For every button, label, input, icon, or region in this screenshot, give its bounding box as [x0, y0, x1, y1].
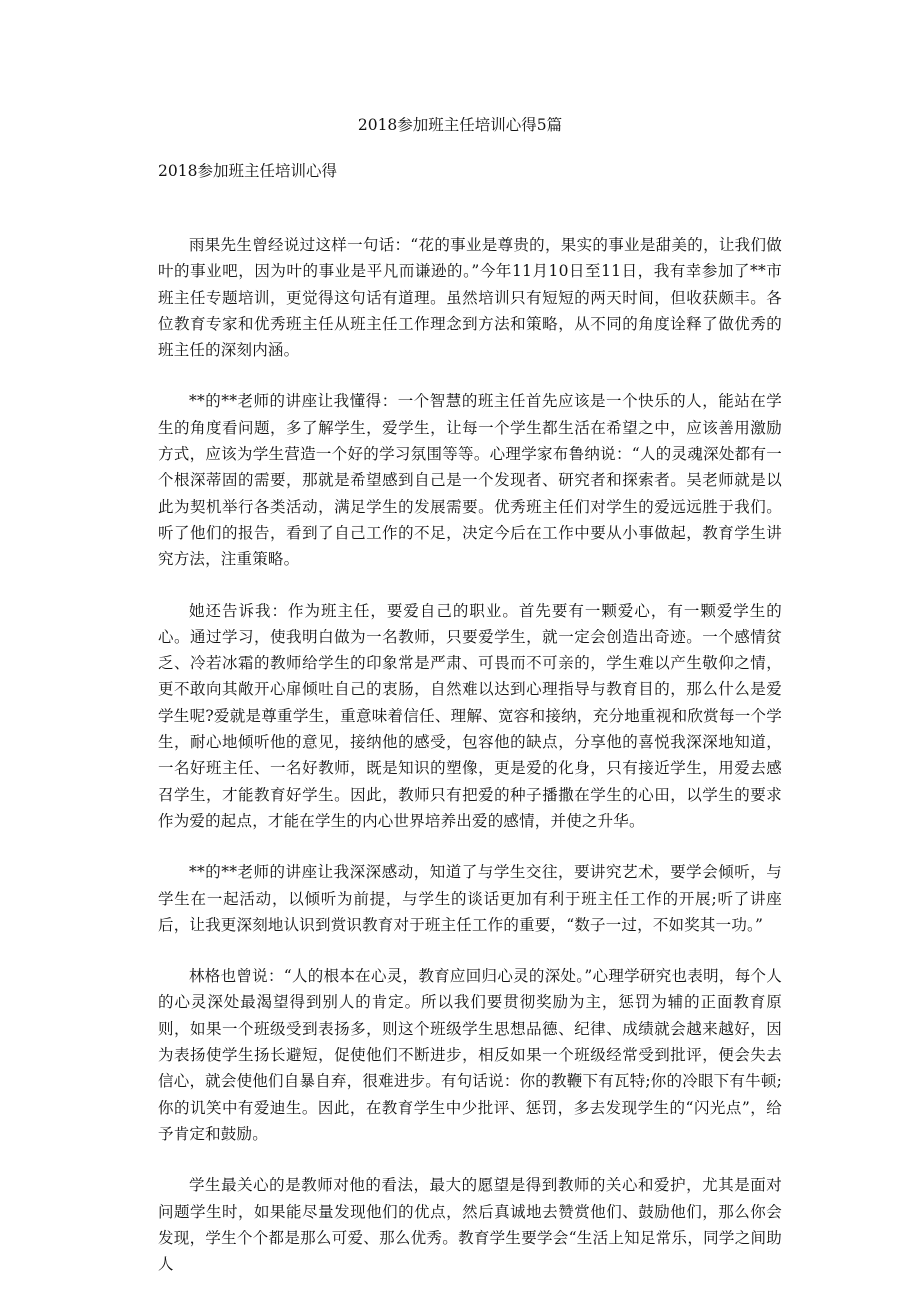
- paragraph-3: 她还告诉我：作为班主任，要爱自己的职业。首先要有一颗爱心，有一颗爱学生的心。通过学习，使我明白做为一名教师，只要爱学生，就一定会创造出奇迹。一个感情贫乏、冷若冰霜的教师给学生的印象常是严肃、可畏而不可亲的，学生难以产生敬仰之情，更不敢向其敞开心扉倾吐自己的衷肠，自然难以达到心理指导与教育目的，那么什么是爱学生呢?爱就是尊重学生，重意味着信任、理解、宽容和接纳，充分地重视和欣赏每一个学生，耐心地倾听他的意见，接纳他的感受，包容他的缺点，分享他的喜悦我深深地知道，一名好班主任、一名好教师，既是知识的塑像，更是爱的化身，只有接近学生，用爱去感召学生，才能教育好学生。因此，教师只有把爱的种子播撒在学生的心田，以学生的要求作为爱的起点，才能在学生的内心世界培养出爱的感情，并使之升华。: [158, 601, 782, 830]
- document-subtitle: 2018参加班主任培训心得: [158, 162, 337, 180]
- paragraph-1: 雨果先生曾经说过这样一句话：“花的事业是尊贵的，果实的事业是甜美的，让我们做叶的事业吧，因为叶的事业是平凡而谦逊的。”今年11月10日至11日，我有幸参加了**市班主任专题培训，更觉得这句话有道理。虽然培训只有短短的两天时间，但收获颇丰。各位教育专家和优秀班主任从班主任工作理念到方法和策略，从不同的角度诠释了做优秀的班主任的深刻内涵。: [158, 236, 782, 360]
- paragraph-5: 林格也曾说：“人的根本在心灵，教育应回归心灵的深处。”心理学研究也表明，每个人的心灵深处最渴望得到别人的肯定。所以我们要贯彻奖励为主，惩罚为辅的正面教育原则，如果一个班级受到表扬多，则这个班级学生思想品德、纪律、成绩就会越来越好，因为表扬使学生扬长避短，促使他们不断进步，相反如果一个班级经常受到批评，便会失去信心，就会使他们自暴自弃，很难进步。有句话说：你的教鞭下有瓦特;你的冷眼下有牛顿;你的讥笑中有爱迪生。因此，在教育学生中少批评、惩罚，多去发现学生的“闪光点”，给予肯定和鼓励。: [158, 967, 782, 1143]
- paragraph-6: 学生最关心的是教师对他的看法，最大的愿望是得到教师的关心和爱护，尤其是面对问题学生时，如果能尽量发现他们的优点，然后真诚地去赞赏他们、鼓励他们，那么你会发现，学生个个都是那么可爱、那么优秀。教育学生要学会“生活上知足常乐，同学之间助人: [158, 1176, 782, 1274]
- document-title: 2018参加班主任培训心得5篇: [357, 116, 563, 134]
- document-body: [158, 232, 782, 1302]
- paragraph-4: **的**老师的讲座让我深深感动，知道了与学生交往，要讲究艺术，要学会倾听，与学生在一起活动，以倾听为前提，与学生的谈话更加有利于班主任工作的开展;听了讲座后，让我更深刻地认识到赏识教育对于班主任工作的重要，“数子一过，不如奖其一功。”: [158, 863, 782, 934]
- paragraph-2: **的**老师的讲座让我懂得：一个智慧的班主任首先应该是一个快乐的人，能站在学生的角度看问题，多了解学生，爱学生，让每一个学生都生活在希望之中，应该善用激励方式，应该为学生营造一个好的学习氛围等等。心理学家布鲁纳说：“人的灵魂深处都有一个根深蒂固的需要，那就是希望感到自己是一个发现者、研究者和探索者。吴老师就是以此为契机举行各类活动，满足学生的发展需要。优秀班主任们对学生的爱远远胜于我们。听了他们的报告，看到了自己工作的不足，决定今后在工作中要从小事做起，教育学生讲究方法，注重策略。: [158, 392, 782, 569]
